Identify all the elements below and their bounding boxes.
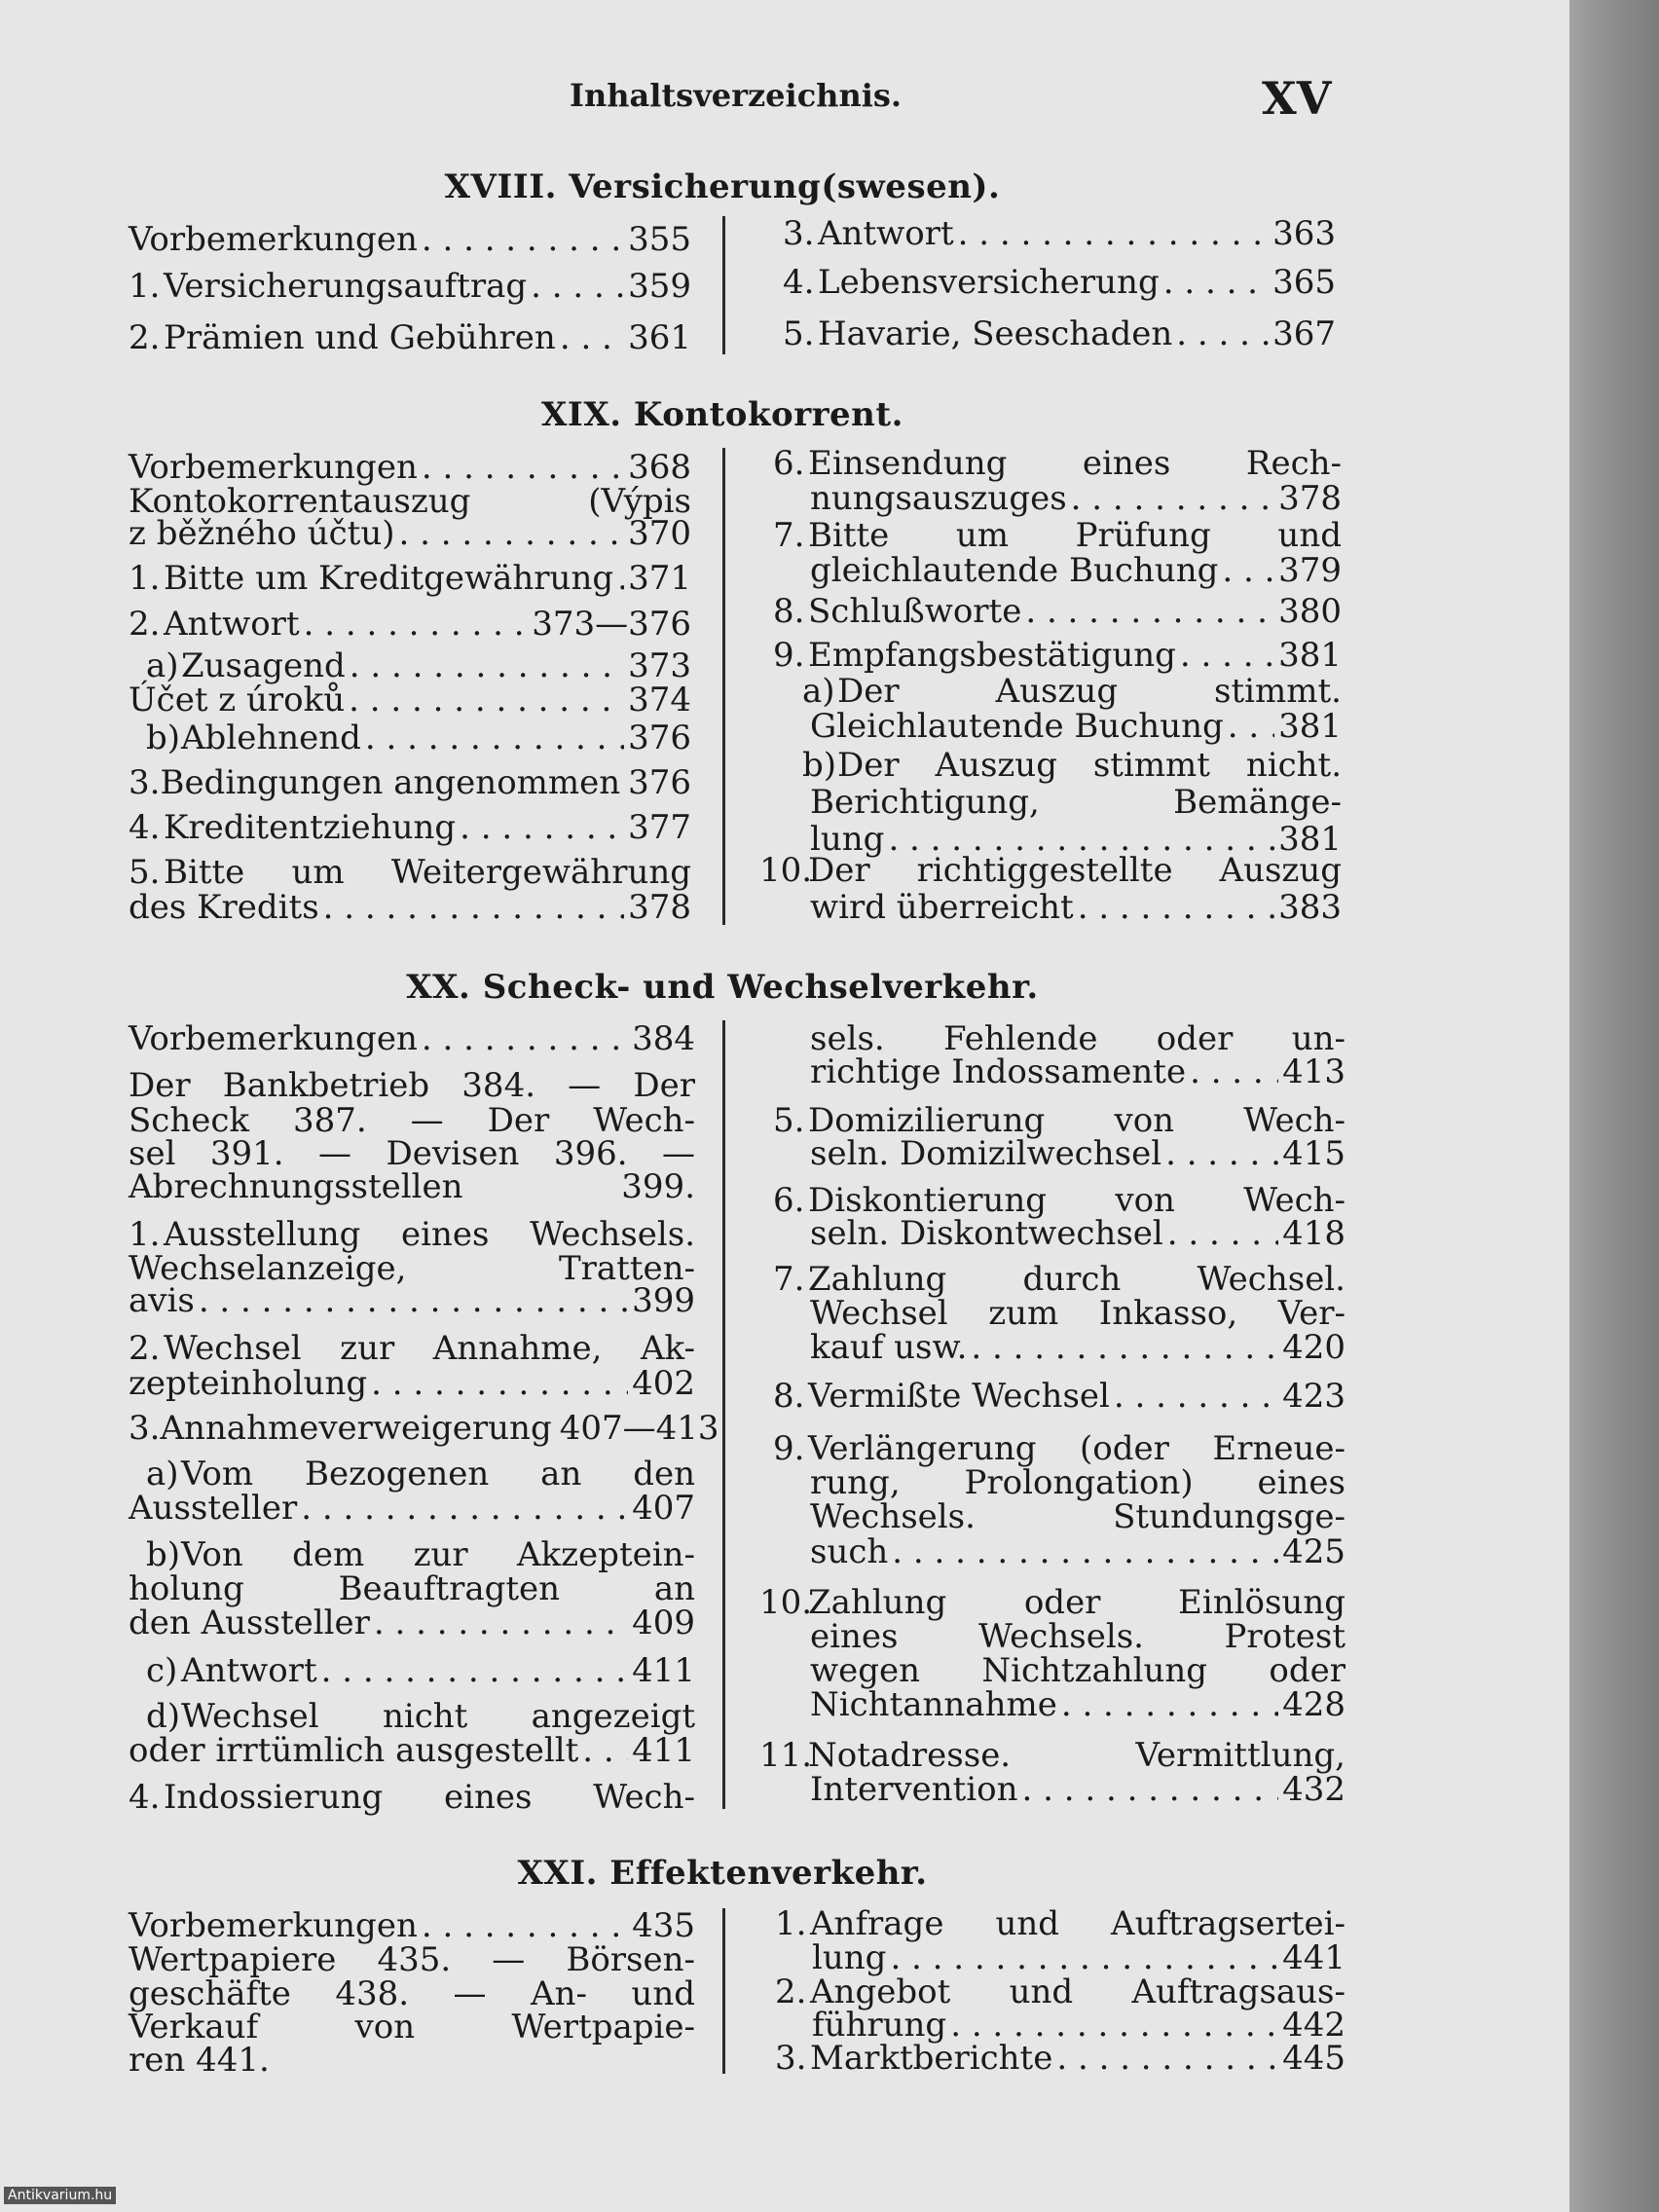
toc-entry — [773, 1262, 1346, 1297]
toc-entry — [759, 853, 1342, 888]
toc-entry — [129, 1491, 695, 1526]
entry-title: Bedingungen angenommen — [160, 763, 621, 802]
entry-title: gleichlautende Buchung — [810, 551, 1219, 590]
dot-leader — [560, 320, 624, 355]
toc-entry — [129, 2009, 695, 2045]
entry-page-number: 425 — [1282, 1532, 1346, 1571]
dot-leader — [460, 810, 624, 845]
toc-entry — [129, 2043, 695, 2078]
entry-title: sels. Fehlende oder un- — [810, 1019, 1346, 1058]
entry-number: 3. — [129, 763, 161, 802]
entry-title: Wertpapiere 435. — Börsen- — [129, 1940, 695, 1979]
dot-leader — [890, 1940, 1278, 1975]
entry-title: Berichtigung, Bemänge- — [810, 783, 1342, 822]
toc-entry — [783, 265, 1336, 300]
entry-number: 4. — [783, 263, 815, 302]
entry-title: oder irrtümlich ausgestellt — [129, 1731, 579, 1770]
entry-title: seln. Diskontwechsel — [810, 1214, 1163, 1253]
dot-leader — [892, 1534, 1278, 1569]
entry-number: 3. — [783, 214, 815, 253]
entry-number: 3. — [775, 2039, 807, 2078]
page-number: XV — [1262, 72, 1332, 125]
toc-entry — [810, 1296, 1346, 1331]
toc-entry — [129, 1103, 695, 1138]
toc-entry — [129, 1217, 695, 1252]
entry-title: Antwort — [818, 214, 954, 253]
dot-leader — [1180, 638, 1274, 673]
entry-title: Marktberichte — [810, 2039, 1053, 2078]
toc-entry — [146, 1456, 695, 1492]
entry-page-number: 374 — [628, 681, 691, 719]
toc-entry — [759, 1738, 1346, 1773]
entry-number: 1. — [129, 559, 161, 598]
toc-entry — [129, 1068, 695, 1103]
entry-title: lung — [810, 820, 885, 859]
entry-page-number: 378 — [1278, 479, 1342, 518]
entry-title: Wechsel zur Annahme, Ak- — [164, 1329, 695, 1368]
entry-title: geschäfte 438. — An- und — [129, 1974, 695, 2013]
toc-entry — [129, 269, 691, 304]
entry-number: 10. — [759, 851, 813, 890]
toc-entry — [129, 682, 691, 718]
section-title: XXI. Effektenverkehr. — [517, 1854, 928, 1893]
entry-page-number: 381 — [1278, 820, 1342, 859]
entry-title: Angebot und Auftragsaus- — [810, 1972, 1346, 2011]
dot-leader — [1114, 1379, 1278, 1414]
toc-entry — [129, 855, 691, 890]
entry-page-number: 377 — [628, 808, 691, 847]
entry-title: Kreditentziehung — [164, 808, 457, 847]
toc-entry — [129, 222, 691, 257]
dot-leader — [371, 1366, 628, 1401]
toc-entry — [146, 1653, 695, 1688]
section-title: XIX. Kontokorrent. — [541, 395, 903, 434]
toc-entry — [129, 1976, 695, 2011]
entry-number: a) — [146, 1455, 179, 1493]
entry-page-number: 381 — [1278, 707, 1342, 746]
dot-leader — [350, 648, 624, 683]
entry-page-number: 411 — [632, 1731, 695, 1770]
toc-entry — [129, 1331, 695, 1366]
entry-title: Indossierung eines Wech- — [164, 1778, 695, 1817]
toc-entry — [810, 1499, 1346, 1534]
toc-entry — [802, 674, 1342, 709]
toc-entry — [810, 1021, 1346, 1056]
toc-entry — [775, 1974, 1346, 2009]
entry-title: Kontokorrentauszug (Výpis — [129, 482, 691, 521]
entry-page-number: 420 — [1282, 1328, 1346, 1367]
entry-title: Antwort — [164, 605, 300, 644]
entry-number: 2. — [775, 1972, 807, 2011]
entry-number: a) — [802, 672, 835, 711]
entry-title: Zusagend — [181, 646, 346, 685]
toc-entry — [129, 561, 691, 596]
toc-entry — [129, 1409, 719, 1448]
dot-leader — [321, 1653, 628, 1688]
entry-page-number: 368 — [628, 448, 691, 487]
toc-entry — [773, 1379, 1346, 1414]
dot-leader — [531, 269, 624, 304]
dot-leader — [304, 607, 529, 642]
toc-entry — [812, 1940, 1346, 1975]
entry-title: Vorbemerkungen — [129, 220, 418, 259]
entry-title: Bitte um Kreditgewährung — [164, 559, 614, 598]
entry-page-number: 428 — [1282, 1685, 1346, 1724]
toc-entry — [129, 1571, 695, 1606]
dot-leader — [1165, 1136, 1278, 1171]
entry-title: Verkauf von Wertpapie- — [129, 2008, 695, 2046]
entry-number: 9. — [773, 636, 805, 675]
entry-title: sel 391. — Devisen 396. — — [129, 1134, 695, 1173]
dot-leader — [349, 682, 624, 718]
entry-title: Annahmeverweigerung — [160, 1409, 552, 1448]
toc-entry — [129, 1733, 695, 1768]
column-divider — [722, 1020, 725, 1809]
entry-page-number: 415 — [1282, 1134, 1346, 1173]
entry-title: Prämien und Gebühren — [164, 318, 556, 357]
entry-title: Vorbemerkungen — [129, 1906, 418, 1945]
toc-entry — [773, 594, 1342, 629]
toc-entry — [129, 1908, 695, 1943]
toc-entry — [810, 709, 1342, 744]
entry-title: Lebensversicherung — [818, 263, 1160, 302]
entry-page-number: 371 — [628, 559, 691, 598]
entry-page-number: 442 — [1282, 2006, 1346, 2045]
entry-title: des Kredits — [129, 888, 319, 927]
entry-page-number: 407 — [632, 1489, 695, 1528]
dot-leader — [398, 516, 624, 551]
entry-number: 7. — [773, 1260, 805, 1299]
entry-title: den Aussteller — [129, 1604, 370, 1642]
toc-entry — [783, 216, 1336, 251]
watermark: Antikvarium.hu — [4, 2187, 116, 2204]
entry-page-number: 402 — [632, 1364, 695, 1403]
toc-entry — [773, 1103, 1346, 1138]
entry-title: Vermißte Wechsel — [808, 1377, 1110, 1416]
toc-entry — [146, 720, 691, 756]
dot-leader — [422, 450, 624, 485]
toc-entry — [810, 1687, 1346, 1722]
entry-title: Vom Bezogenen an den — [181, 1455, 695, 1493]
entry-number: 1. — [775, 1904, 807, 1943]
dot-leader — [1167, 1216, 1278, 1251]
entry-page-number: 380 — [1278, 592, 1342, 631]
entry-title: Abrechnungsstellen 399. — [129, 1167, 695, 1206]
entry-page-number: 418 — [1282, 1214, 1346, 1253]
toc-entry — [129, 1780, 695, 1815]
entry-page-number: 423 — [1282, 1377, 1346, 1416]
entry-number: 6. — [773, 1181, 805, 1220]
entry-page-number: 363 — [1272, 214, 1336, 253]
toc-entry — [783, 316, 1336, 351]
toc-entry — [129, 765, 691, 800]
entry-title: eines Wechsels. Protest — [810, 1617, 1346, 1656]
toc-entry — [146, 648, 691, 683]
dot-leader — [1222, 553, 1274, 588]
toc-entry — [129, 890, 691, 925]
entry-title: Bitte um Prüfung und — [808, 516, 1342, 555]
entry-title: z běžného účtu) — [129, 514, 395, 553]
entry-title: Vorbemerkungen — [129, 448, 418, 487]
entry-title: Wechselanzeige, Tratten- — [129, 1249, 695, 1288]
entry-title: Schlußworte — [808, 592, 1022, 631]
dot-leader — [971, 1330, 1278, 1365]
toc-entry — [129, 1136, 695, 1171]
section-title: XX. Scheck- und Wechselverkehr. — [406, 968, 1039, 1007]
entry-title: führung — [812, 2006, 947, 2045]
entry-page-number: 355 — [628, 220, 691, 259]
column-divider — [722, 1908, 725, 2074]
entry-page-number: 399 — [632, 1281, 695, 1320]
entry-number: 10. — [759, 1583, 813, 1622]
entry-page-number: 367 — [1272, 314, 1336, 353]
entry-title: Gleichlautende Buchung — [810, 707, 1224, 746]
entry-title: zepteinholung — [129, 1364, 368, 1403]
toc-entry — [129, 1366, 695, 1401]
entry-page-number: 411 — [632, 1651, 695, 1690]
entry-number: a) — [146, 646, 179, 685]
dot-leader — [1061, 1687, 1278, 1722]
dot-leader — [374, 1605, 628, 1641]
entry-number: 5. — [129, 853, 161, 892]
entry-title: Anfrage und Auftragsertei- — [810, 1904, 1346, 1943]
page-edge — [1569, 0, 1659, 2212]
toc-entry — [775, 1906, 1346, 1941]
dot-leader — [301, 1491, 628, 1526]
toc-entry — [129, 516, 691, 551]
entry-page-number: 370 — [628, 514, 691, 553]
entry-title: Zahlung oder Einlösung — [808, 1583, 1346, 1622]
entry-title: Notadresse. Vermittlung, — [808, 1736, 1346, 1775]
toc-entry — [812, 2008, 1346, 2043]
entry-title: richtige Indossamente — [810, 1052, 1187, 1091]
entry-title: lung — [812, 1938, 887, 1977]
running-head: Inhaltsverzeichnis. — [570, 77, 903, 114]
toc-entry — [810, 1619, 1346, 1654]
entry-title: Diskontierung von Wech- — [808, 1181, 1346, 1220]
entry-number: 4. — [129, 808, 161, 847]
entry-page-number: 376 — [628, 763, 692, 802]
entry-title: wird überreicht — [810, 888, 1074, 927]
entry-page-number: 381 — [1278, 636, 1342, 675]
dot-leader — [617, 561, 624, 596]
entry-title: Der Auszug stimmt. — [837, 672, 1342, 711]
entry-number: 5. — [783, 314, 815, 353]
dot-leader — [1176, 316, 1269, 351]
dot-leader — [365, 720, 624, 756]
entry-page-number: 383 — [1278, 888, 1342, 927]
toc-entry — [129, 607, 691, 642]
entry-title: Scheck 387. — Der Wech- — [129, 1101, 695, 1140]
entry-number: 4. — [129, 1778, 161, 1817]
entry-page-number: 384 — [632, 1019, 695, 1058]
toc-entry — [810, 1330, 1346, 1365]
entry-title: avis — [129, 1281, 195, 1320]
dot-leader — [422, 1908, 628, 1943]
entry-title: Havarie, Seeschaden — [818, 314, 1173, 353]
entry-number: 3. — [129, 1409, 161, 1448]
toc-entry — [810, 1534, 1346, 1569]
dot-leader — [323, 890, 624, 925]
entry-title: Domizilierung von Wech- — [808, 1101, 1346, 1140]
entry-title: Einsendung eines Rech- — [808, 444, 1342, 483]
entry-number: 2. — [129, 318, 161, 357]
dot-leader — [1056, 2041, 1278, 2076]
entry-title: Zahlung durch Wechsel. — [808, 1260, 1346, 1299]
entry-number: 8. — [773, 1377, 805, 1416]
toc-entry — [810, 1216, 1346, 1251]
entry-page-number: 378 — [628, 888, 691, 927]
entry-title: such — [810, 1532, 889, 1571]
dot-leader — [958, 216, 1269, 251]
dot-leader — [199, 1283, 628, 1318]
toc-entry — [759, 1585, 1346, 1620]
toc-entry — [802, 748, 1342, 783]
toc-entry — [775, 2041, 1346, 2076]
entry-title: Empfangsbestätigung — [808, 636, 1176, 675]
entry-number: 2. — [129, 1329, 161, 1368]
toc-entry — [129, 1021, 695, 1056]
entry-title: Antwort — [181, 1651, 317, 1690]
toc-entry — [810, 1772, 1346, 1807]
entry-title: rung, Prolongation) eines — [810, 1463, 1346, 1502]
dot-leader — [950, 2008, 1278, 2043]
entry-title: Der Bankbetrieb 384. — Der — [129, 1066, 695, 1105]
toc-entry — [810, 553, 1342, 588]
entry-number: b) — [146, 719, 181, 757]
dot-leader — [422, 222, 624, 257]
toc-entry — [810, 785, 1342, 820]
toc-entry — [810, 890, 1342, 925]
dot-leader — [582, 1733, 628, 1768]
entry-number: b) — [802, 746, 837, 785]
toc-entry — [129, 810, 691, 845]
entry-title: Von dem zur Akzeptein- — [181, 1535, 695, 1574]
entry-title: ren 441. — [129, 2041, 270, 2080]
toc-entry — [146, 1699, 695, 1734]
entry-page-number: 435 — [632, 1906, 695, 1945]
entry-page-number: 373 — [628, 646, 691, 685]
entry-page-number: 365 — [1272, 263, 1336, 302]
toc-entry — [129, 1942, 695, 1977]
entry-title: Vorbemerkungen — [129, 1019, 418, 1058]
entry-page-number: 413 — [1282, 1052, 1346, 1091]
entry-number: 11. — [759, 1736, 813, 1775]
toc-entry — [810, 1136, 1346, 1171]
entry-title: Der Auszug stimmt nicht. — [837, 746, 1342, 785]
entry-title: Nichtannahme — [810, 1685, 1057, 1724]
toc-entry — [773, 446, 1342, 481]
dot-leader — [1190, 1054, 1278, 1089]
entry-number: 5. — [773, 1101, 805, 1140]
entry-page-number: 407—413 — [559, 1409, 719, 1448]
entry-title: Der richtiggestellte Auszug — [808, 851, 1342, 890]
toc-entry — [129, 450, 691, 485]
entry-title: Wechsel nicht angezeigt — [181, 1697, 695, 1736]
toc-entry — [129, 1605, 695, 1641]
entry-title: Účet z úroků — [129, 681, 346, 719]
toc-entry — [810, 1465, 1346, 1500]
entry-title: wegen Nichtzahlung oder — [810, 1651, 1346, 1690]
column-divider — [722, 216, 725, 354]
toc-entry — [773, 518, 1342, 553]
dot-leader — [1071, 481, 1274, 516]
entry-title: Intervention — [810, 1770, 1018, 1809]
entry-title: Versicherungsauftrag — [164, 267, 528, 306]
entry-number: 2. — [129, 605, 161, 644]
entry-title: Wechsel zum Inkasso, Ver- — [810, 1294, 1346, 1333]
entry-title: Ablehnend — [181, 719, 361, 757]
entry-page-number: 409 — [632, 1604, 695, 1642]
entry-page-number: 445 — [1282, 2039, 1346, 2078]
toc-entry — [773, 1431, 1346, 1466]
entry-page-number: 359 — [628, 267, 691, 306]
dot-leader — [422, 1021, 628, 1056]
dot-leader — [1025, 594, 1274, 629]
column-divider — [722, 448, 725, 925]
entry-number: 7. — [773, 516, 805, 555]
entry-title: seln. Domizilwechsel — [810, 1134, 1162, 1173]
entry-number: b) — [146, 1535, 181, 1574]
entry-title: nungsauszuges — [810, 479, 1067, 518]
toc-entry — [810, 1054, 1346, 1089]
toc-entry — [773, 1183, 1346, 1218]
entry-title: Aussteller — [129, 1489, 298, 1528]
entry-page-number: 361 — [628, 318, 691, 357]
dot-leader — [1163, 265, 1269, 300]
toc-entry — [146, 1537, 695, 1572]
dot-leader — [1022, 1772, 1279, 1807]
entry-page-number: 379 — [1278, 551, 1342, 590]
entry-title: Ausstellung eines Wechsels. — [164, 1215, 695, 1254]
dot-leader — [1228, 709, 1274, 744]
entry-title: Verlängerung (oder Erneue- — [808, 1429, 1346, 1468]
entry-number: 1. — [129, 1215, 161, 1254]
entry-title: holung Beauftragten an — [129, 1569, 695, 1608]
toc-entry — [129, 1251, 695, 1286]
entry-title: Wechsels. Stundungsge- — [810, 1497, 1346, 1536]
toc-entry — [810, 481, 1342, 516]
entry-page-number: 376 — [628, 719, 691, 757]
dot-leader — [1078, 890, 1274, 925]
toc-entry — [129, 320, 691, 355]
entry-number: 1. — [129, 267, 161, 306]
entry-number: d) — [146, 1697, 181, 1736]
entry-title: Bitte um Weitergewährung — [164, 853, 691, 892]
entry-number: c) — [146, 1651, 178, 1690]
entry-page-number: 432 — [1282, 1770, 1346, 1809]
entry-number: 6. — [773, 444, 805, 483]
entry-page-number: 441 — [1282, 1938, 1346, 1977]
entry-number: 8. — [773, 592, 805, 631]
entry-title: kauf usw. — [810, 1328, 968, 1367]
toc-entry — [129, 1283, 695, 1318]
entry-page-number: 373—376 — [532, 605, 691, 644]
toc-entry — [129, 1169, 695, 1204]
section-title: XVIII. Versicherung(swesen). — [444, 167, 1001, 206]
toc-entry — [810, 1653, 1346, 1688]
entry-number: 9. — [773, 1429, 805, 1468]
toc-entry — [773, 638, 1342, 673]
